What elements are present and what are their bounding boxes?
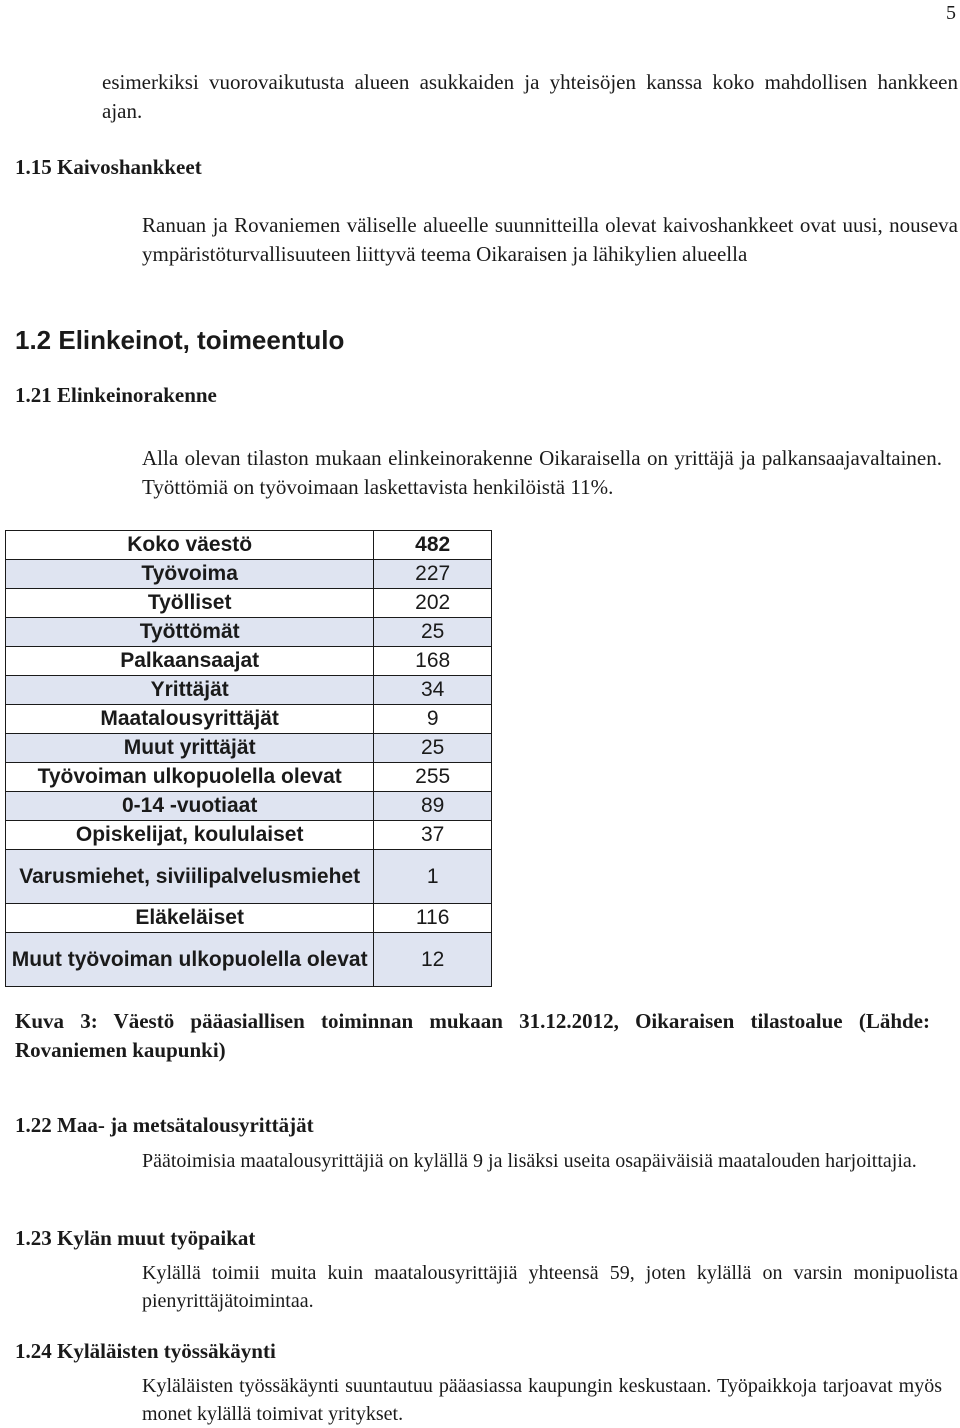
table-row bbox=[6, 821, 492, 850]
table-row bbox=[6, 531, 492, 560]
paragraph-1-23: Kylällä toimii muita kuin maatalousyrittäjiä yhteensä 59, joten kylällä on varsin monipuolista pienyrittäjätoimintaa. bbox=[142, 1262, 958, 1312]
row-value: 116 bbox=[374, 904, 492, 933]
row-label: Työttömät bbox=[6, 618, 374, 647]
heading-1-24: 1.24 Kyläläisten työssäkäynti bbox=[15, 1339, 276, 1363]
table-row bbox=[6, 589, 492, 618]
row-label: Työlliset bbox=[6, 589, 374, 618]
table-row bbox=[6, 763, 492, 792]
row-label: Työvoima bbox=[6, 560, 374, 589]
table-row bbox=[6, 705, 492, 734]
heading-1-15: 1.15 Kaivoshankkeet bbox=[15, 155, 202, 179]
row-label: Maatalousyrittäjät bbox=[6, 705, 374, 734]
table-row bbox=[6, 560, 492, 589]
table-row bbox=[6, 904, 492, 933]
population-table bbox=[5, 530, 492, 987]
heading-1-22: 1.22 Maa- ja metsätalousyrittäjät bbox=[15, 1113, 314, 1137]
row-label: Eläkeläiset bbox=[6, 904, 374, 933]
row-label: Työvoiman ulkopuolella olevat bbox=[6, 763, 374, 792]
heading-1-23: 1.23 Kylän muut työpaikat bbox=[15, 1226, 256, 1250]
table-row bbox=[6, 850, 492, 904]
row-value: 482 bbox=[374, 531, 492, 560]
row-label: Muut työvoiman ulkopuolella olevat bbox=[6, 933, 374, 987]
row-value: 34 bbox=[374, 676, 492, 705]
intro-paragraph: esimerkiksi vuorovaikutusta alueen asukkaiden ja yhteisöjen kanssa koko mahdollisen hankkeen ajan. bbox=[102, 70, 958, 123]
paragraph-1-24: Kyläläisten työssäkäynti suuntautuu pääasiassa kaupungin keskustaan. Työpaikkoja tarjoavat myös monet kylällä toimivat yritykset. bbox=[142, 1375, 942, 1425]
row-value: 89 bbox=[374, 792, 492, 821]
row-label: Opiskelijat, koululaiset bbox=[6, 821, 374, 850]
table-row bbox=[6, 647, 492, 676]
table-row bbox=[6, 792, 492, 821]
row-label: 0-14 -vuotiaat bbox=[6, 792, 374, 821]
row-value: 202 bbox=[374, 589, 492, 618]
paragraph-1-22: Päätoimisia maatalousyrittäjiä on kylällä 9 ja lisäksi useita osapäiväisiä maatalouden harjoittajia. bbox=[142, 1150, 917, 1172]
heading-1-2: 1.2 Elinkeinot, toimeentulo bbox=[15, 325, 345, 355]
row-label: Varusmiehet, siviilipalvelusmiehet bbox=[6, 850, 374, 904]
row-value: 37 bbox=[374, 821, 492, 850]
row-label: Muut yrittäjät bbox=[6, 734, 374, 763]
table-row bbox=[6, 618, 492, 647]
paragraph-1-21: Alla olevan tilaston mukaan elinkeinorakenne Oikaraisella on yrittäjä ja palkansaajavaltainen. Työttömiä on työvoimaan laskettavista henkilöistä 11%. bbox=[142, 446, 942, 499]
row-value: 227 bbox=[374, 560, 492, 589]
paragraph-1-15: Ranuan ja Rovaniemen väliselle alueelle suunnitteilla olevat kaivoshankkeet ovat uusi, nouseva ympäristöturvallisuuteen liittyvä teema Oikaraisen ja lähikylien alueella bbox=[142, 213, 958, 266]
heading-1-21: 1.21 Elinkeinorakenne bbox=[15, 383, 217, 407]
row-value: 1 bbox=[374, 850, 492, 904]
row-value: 168 bbox=[374, 647, 492, 676]
table-caption: Kuva 3: Väestö pääasiallisen toiminnan mukaan 31.12.2012, Oikaraisen tilastoalue (Lähde: Rovaniemen kaupunki) bbox=[15, 1009, 930, 1062]
table-row bbox=[6, 734, 492, 763]
page-number: 5 bbox=[946, 2, 956, 24]
row-label: Palkaansaajat bbox=[6, 647, 374, 676]
row-value: 12 bbox=[374, 933, 492, 987]
row-label: Koko väestö bbox=[6, 531, 374, 560]
row-value: 25 bbox=[374, 618, 492, 647]
row-value: 25 bbox=[374, 734, 492, 763]
row-value: 9 bbox=[374, 705, 492, 734]
row-label: Yrittäjät bbox=[6, 676, 374, 705]
table-row bbox=[6, 933, 492, 987]
row-value: 255 bbox=[374, 763, 492, 792]
table-row bbox=[6, 676, 492, 705]
